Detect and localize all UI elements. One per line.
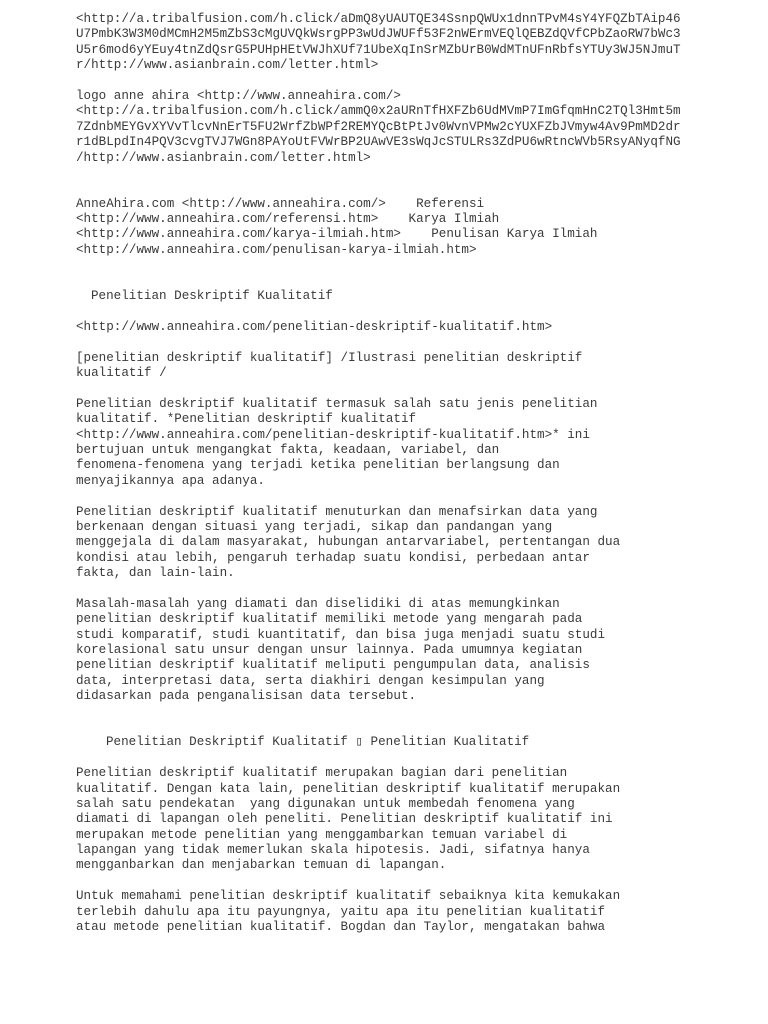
text-line: kualitatif / [76,365,167,380]
inline-link-line[interactable]: <http://www.anneahira.com/penelitian-deskriptif-kualitatif.htm>* ini [76,427,590,442]
text-line: Penelitian deskriptif kualitatif termasuk salah satu jenis penelitian [76,396,598,411]
text-line: studi komparatif, studi kuantitatif, dan bisa juga menjadi suatu studi [76,627,606,642]
paragraph-3 [76,597,746,705]
text-line: korelasional satu unsur dengan unsur lainnya. Pada umumnya kegiatan [76,643,583,658]
blank-line [76,274,746,289]
blank-line [76,74,746,89]
blank-line [76,335,746,350]
text-line: /http://www.asianbrain.com/letter.html> [76,150,371,165]
text-line: Penelitian deskriptif kualitatif menuturkan dan menafsirkan data yang [76,504,598,519]
text-line: r1dBLpdIn4PQV3cvgTVJ7WGn8PAYoUtFVWrBP2UAwVE3sWqJcSTULRs3ZdPU6wRtncWVb5RsyANyqfNG [76,135,681,150]
blank-line [76,489,746,504]
paragraph-1 [76,397,746,489]
blank-line [76,181,746,196]
text-line: Untuk memahami penelitian deskriptif kualitatif sebaiknya kita kemukakan [76,889,621,904]
paragraph-5 [76,889,746,935]
ad-link-block-2[interactable] [76,89,746,166]
text-line: kualitatif. Dengan kata lain, penelitian deskriptif kualitatif merupakan [76,781,621,796]
blank-line [76,381,746,396]
blank-line [76,166,746,181]
blank-line [76,581,746,596]
paragraph-4 [76,766,746,874]
blank-line [76,751,746,766]
text-line: penelitian deskriptif kualitatif memiliki metode yang mengarah pada [76,612,583,627]
text-line: logo anne ahira <http://www.anneahira.com/> [76,88,401,103]
navigation-links[interactable] [76,197,746,259]
blank-line [76,720,746,735]
text-line: U5r6mod6yYEuy4tnZdQsrG5PUHpHEtVWJhXUf71UbeXqInSrMZbUrB0WdMTnUFnRbfsYTUy3WJ5NJmuT [76,42,681,57]
text-line: terlebih dahulu apa itu payungnya, yaitu apa itu penelitian kualitatif [76,904,606,919]
text-line: didasarkan pada penganalisisan data tersebut. [76,689,417,704]
text-line: atau metode penelitian kualitatif. Bogdan dan Taylor, mengatakan bahwa [76,920,606,935]
text-line: kondisi atau lebih, pengaruh terhadap suatu kondisi, perbedaan antar [76,550,590,565]
text-line: U7PmbK3W3M0dMCmH2M5mZbS3cMgUVQkWsrgPP3wUdJWUFf53F2nWErmVEQlQEBZdQVfCPbZaoRW7bWc3 [76,27,681,42]
paragraph-2 [76,505,746,582]
document-text [76,12,746,935]
page-title: Penelitian Deskriptif Kualitatif [91,289,333,304]
text-line: r/http://www.asianbrain.com/letter.html> [76,58,379,73]
nav-line: <http://www.anneahira.com/referensi.htm> Karya Ilmiah [76,212,500,227]
blank-line [76,258,746,273]
text-line: merupakan metode penelitian yang menggambarkan temuan variabel di [76,827,568,842]
blank-line [76,304,746,319]
text-line: bertujuan untuk mengangkat fakta, keadaan, variabel, dan [76,442,500,457]
nav-line: <http://www.anneahira.com/karya-ilmiah.htm> Penulisan Karya Ilmiah [76,227,598,242]
text-line: [penelitian deskriptif kualitatif] /Ilustrasi penelitian deskriptif [76,350,583,365]
blank-line [76,705,746,720]
illustration-caption [76,351,746,382]
text-line: penelitian deskriptif kualitatif meliputi pengumpulan data, analisis [76,658,590,673]
text-line: 7ZdnbMEYGvXYVvTlcvNnErT5FU2WrfZbWPf2REMYQcBtPtJv0WvnVPMw2cYUXFZbJVmyw4Av9PmMD2dr [76,119,681,134]
text-line: Masalah-masalah yang diamati dan diselidiki di atas memungkinkan [76,596,560,611]
section-subheading: Penelitian Deskriptif Kualitatif ▯ Penelitian Kualitatif [106,735,530,750]
blank-line [76,874,746,889]
text-line: menggejala di dalam masyarakat, hubungan antarvariabel, pertentangan dua [76,535,621,550]
text-line: kualitatif. *Penelitian deskriptif kualitatif [76,412,417,427]
nav-line: <http://www.anneahira.com/penulisan-karya-ilmiah.htm> [76,242,477,257]
text-line: mengganbarkan dan menjabarkan temuan di lapangan. [76,858,447,873]
text-line: data, interpretasi data, serta diakhiri dengan kesimpulan yang [76,673,545,688]
text-line: fenomena-fenomena yang terjadi ketika penelitian berlangsung dan [76,458,560,473]
text-line: <http://a.tribalfusion.com/h.click/aDmQ8yUAUTQE34SsnpQWUx1dnnTPvM4sY4YFQZbTAip46 [76,12,681,26]
ad-link-block-1[interactable] [76,12,746,74]
text-line: diamati di lapangan oleh peneliti. Penelitian deskriptif kualitatif ini [76,812,613,827]
title-url-link[interactable]: <http://www.anneahira.com/penelitian-deskriptif-kualitatif.htm> [76,319,553,334]
text-line: <http://a.tribalfusion.com/h.click/ammQ0x2aURnTfHXFZb6UdMVmP7ImGfqmHnC2TQl3Hmt5m [76,104,681,119]
text-line: fakta, dan lain-lain. [76,566,235,581]
text-line: Penelitian deskriptif kualitatif merupakan bagian dari penelitian [76,766,568,781]
nav-line: AnneAhira.com <http://www.anneahira.com/> Referensi [76,196,485,211]
text-line: salah satu pendekatan yang digunakan untuk membedah fenomena yang [76,796,575,811]
text-line: berkenaan dengan situasi yang terjadi, sikap dan pandangan yang [76,519,553,534]
text-line: menyajikannya apa adanya. [76,473,265,488]
text-line: lapangan yang tidak memerlukan skala hipotesis. Jadi, sifatnya hanya [76,843,590,858]
